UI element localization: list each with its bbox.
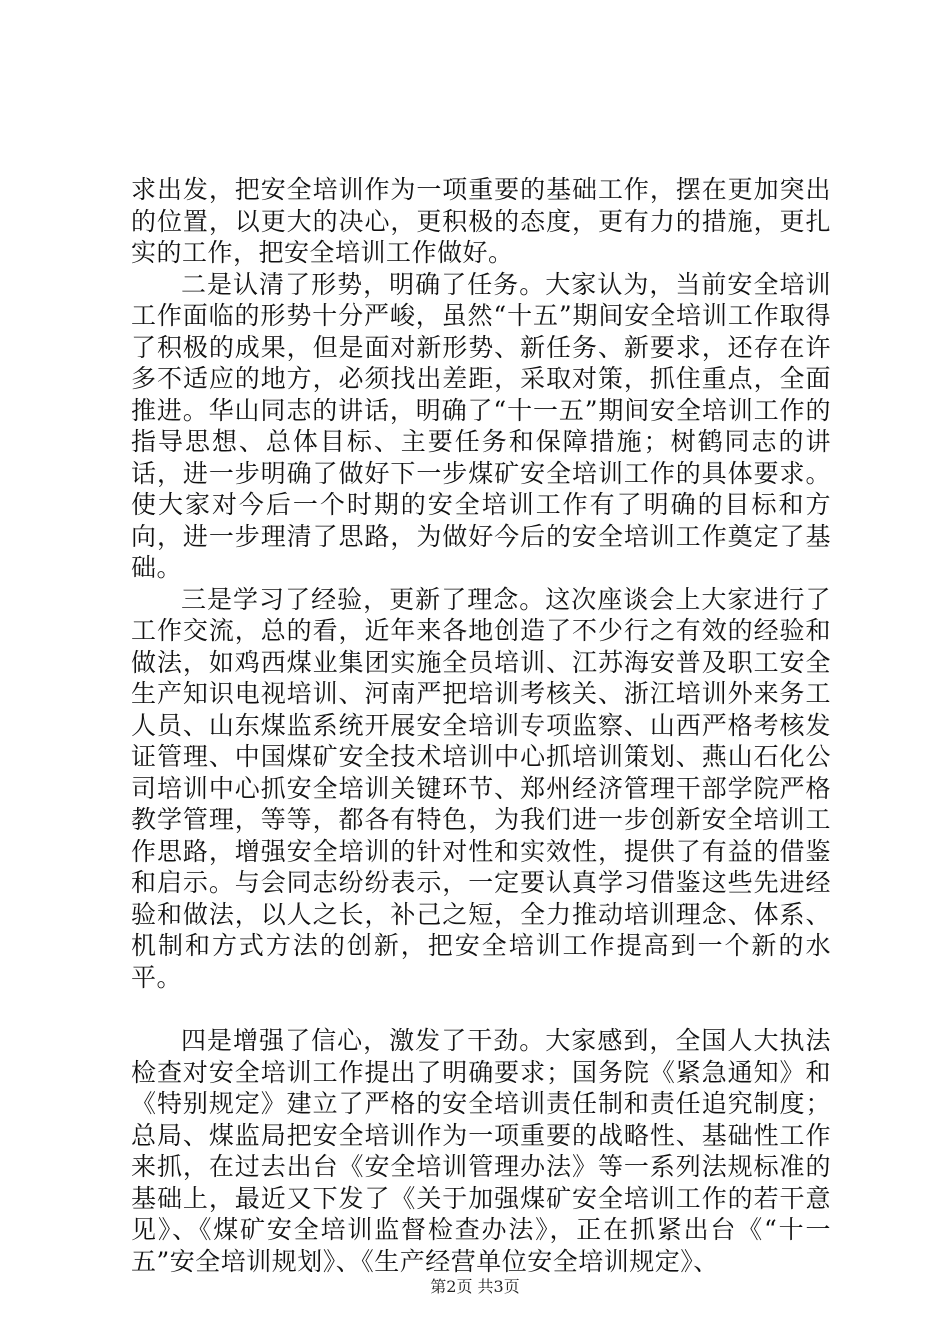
page-footer (0, 1274, 950, 1297)
paragraph-3: 三是学习了经验，更新了理念。这次座谈会上大家进行了工作交流，总的看，近年来各地创造了不少行之有效的经验和做法，如鸡西煤业集团实施全员培训、江苏海安普及职工安全生产知识电视培训、河南严把培训考核关、浙江培训外来务工人员、山东煤监系统开展安全培训专项监察、山西严格考核发证管理、中国煤矿安全技术培训中心抓培训策划、燕山石化公司培训中心抓安全培训关键环节、郑州经济管理干部学院严格教学管理，等等，都各有特色，为我们进一步创新安全培训工作思路，增强安全培训的针对性和实效性，提供了有益的借鉴和启示。与会同志纷纷表示，一定要认真学习借鉴这些先进经验和做法，以人之长，补己之短，全力推动培训理念、体系、机制和方式方法的创新，把安全培训工作提高到一个新的水平。 (131, 584, 831, 992)
paragraph-2: 二是认清了形势，明确了任务。大家认为，当前安全培训工作面临的形势十分严峻，虽然“十五”期间安全培训工作取得了积极的成果，但是面对新形势、新任务、新要求，还存在许多不适应的地方，必须找出差距，采取对策，抓住重点，全面推进。华山同志的讲话，明确了“十一五”期间安全培训工作的指导思想、总体目标、主要任务和保障措施；树鹤同志的讲话，进一步明确了做好下一步煤矿安全培训工作的具体要求。使大家对今后一个时期的安全培训工作有了明确的目标和方向，进一步理清了思路，为做好今后的安全培训工作奠定了基础。 (131, 269, 831, 582)
page-number-label: 第2页 共3页 (430, 1277, 520, 1296)
document-body (131, 174, 831, 1277)
paragraph-4: 四是增强了信心，激发了干劲。大家感到，全国人大执法检查对安全培训工作提出了明确要求；国务院《紧急通知》和《特别规定》建立了严格的安全培训责任制和责任追究制度；总局、煤监局把安全培训作为一项重要的战略性、基础性工作来抓，在过去出台《安全培训管理办法》等一系列法规标准的基础上，最近又下发了《关于加强煤矿安全培训工作的若干意见》、《煤矿安全培训监督检查办法》，正在抓紧出台《“十一五”安全培训规划》、《生产经营单位安全培训规定》、 (131, 1026, 831, 1276)
paragraph-1: 求出发，把安全培训作为一项重要的基础工作，摆在更加突出的位置，以更大的决心，更积极的态度，更有力的措施，更扎实的工作，把安全培训工作做好。 (131, 175, 831, 267)
